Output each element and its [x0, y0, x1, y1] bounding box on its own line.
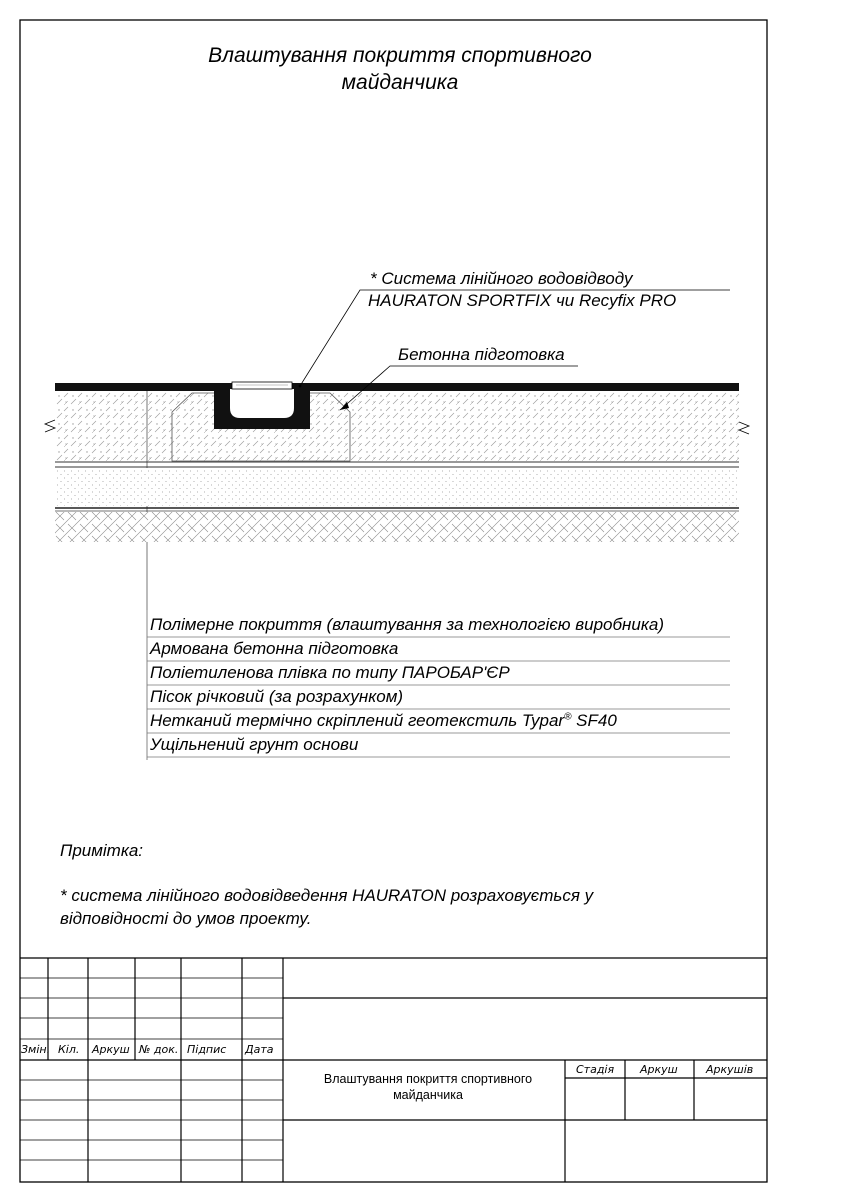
layer-label-geotextile: [150, 711, 617, 731]
layer-label: Армована бетонна підготовка: [150, 639, 399, 658]
sand-layer: [55, 468, 739, 506]
stamp-col-changes: Змін.: [21, 1043, 51, 1056]
break-mark-right: [739, 422, 749, 434]
layer-label: Поліетиленова плівка по типу ПАРОБАР'ЄР: [150, 663, 510, 682]
note-heading: Примітка:: [60, 841, 144, 860]
stamp-sheets-label: Аркушів: [706, 1063, 754, 1076]
stamp-col-date: Дата: [245, 1043, 274, 1056]
drawing-frame: [20, 20, 767, 1182]
stamp-stage-label: Стадія: [576, 1063, 615, 1076]
soil-layer: [55, 512, 739, 542]
note-line2: відповідності до умов проекту.: [60, 909, 312, 928]
layer-label: Полімерне покриття (влаштування за технологією виробника): [150, 615, 665, 634]
channel-grate: [232, 382, 292, 389]
callout-drainage-line2: HAURATON SPORTFIX чи Recyfix PRO: [368, 291, 677, 310]
polymer-surface: [55, 383, 739, 391]
stamp-col-qty: Кіл.: [58, 1043, 80, 1056]
layer-label-suffix: SF40: [571, 711, 617, 730]
drawing-title-line1: Влаштування покриття спортивного: [208, 44, 592, 67]
layer-label: Ущільнений грунт основи: [150, 735, 359, 754]
layer-label: Пісок річковий (за розрахунком): [150, 687, 404, 706]
callout-drainage-line1: * Система лінійного водовідводу: [370, 269, 633, 288]
drawing-title-line2: майданчика: [341, 71, 459, 94]
callout-concrete: Бетонна підготовка: [398, 345, 565, 364]
layer-label-text: Нетканий термічно скріплений геотекстиль Typar: [150, 711, 565, 730]
stamp-col-signature: Підпис: [187, 1043, 227, 1056]
stamp-title-line1: Влаштування покриття спортивного: [323, 1072, 533, 1086]
concrete-layer: [55, 389, 739, 461]
note-line1: * система лінійного водовідведення HAURATON розраховується у: [60, 886, 594, 905]
break-mark-left: [45, 420, 55, 432]
stamp-col-sheet: Аркуш: [92, 1043, 130, 1056]
stamp-title-line2: майданчика: [393, 1088, 463, 1102]
registered-mark: ®: [564, 711, 572, 723]
stamp-col-doc: № док.: [139, 1043, 179, 1056]
stamp-sheet-label: Аркуш: [640, 1063, 678, 1076]
